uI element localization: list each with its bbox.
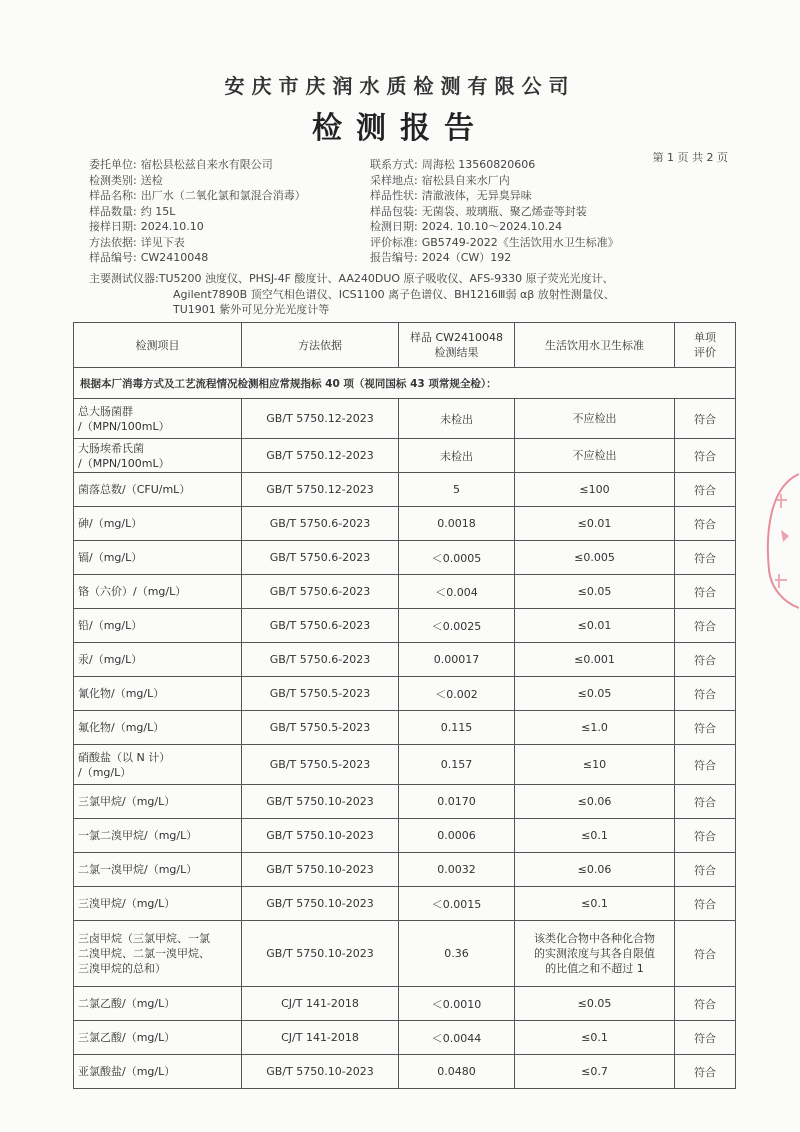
item-cell: 三溴甲烷/（mg/L） [74, 887, 242, 921]
info-right-row [370, 188, 730, 204]
standard-cell: ≤0.01 [515, 507, 675, 541]
method-cell: GB/T 5750.10-2023 [242, 887, 399, 921]
method-cell: GB/T 5750.12-2023 [242, 439, 399, 473]
info-right-label: 采样地点: [370, 173, 418, 187]
info-right-label: 样品性状: [370, 189, 418, 202]
info-left-row [89, 219, 359, 235]
result-cell: 未检出 [399, 439, 515, 473]
header-result-line1: 样品 CW2410048 [409, 331, 504, 344]
item-cell: 二氯一溴甲烷/（mg/L） [74, 853, 242, 887]
evaluation-cell: 符合 [675, 399, 736, 439]
info-right-value: GB5749-2022《生活饮用水卫生标准》 [421, 235, 619, 249]
instruments-line-1: TU5200 浊度仪、PHSJ-4F 酸度计、AA240DUO 原子吸收仪、AFS-9330 原子荧光光度计、 [158, 272, 614, 285]
method-cell: CJ/T 141-2018 [242, 987, 399, 1021]
info-right-label: 联系方式: [370, 158, 418, 171]
header-eval-line2: 评价 [694, 346, 716, 359]
info-right-label: 报告编号: [370, 251, 418, 264]
info-left-row [89, 157, 359, 173]
method-cell: GB/T 5750.6-2023 [242, 575, 399, 609]
item-cell: 三氯乙酸/（mg/L） [74, 1021, 242, 1055]
info-left-value: CW2410048 [140, 251, 209, 264]
table-row [74, 677, 736, 711]
info-right-row [370, 173, 730, 189]
results-table [73, 322, 736, 1089]
instruments-line-2: Agilent7890B 顶空气相色谱仪、ICS1100 离子色谱仪、BH1216Ⅲ弱 αβ 放射性测量仪、 [173, 287, 615, 301]
info-right-value: 无菌袋、玻璃瓶、聚乙烯壶等封装 [421, 204, 587, 218]
method-cell: GB/T 5750.5-2023 [242, 677, 399, 711]
standard-cell: ≤0.05 [515, 987, 675, 1021]
method-cell: GB/T 5750.10-2023 [242, 819, 399, 853]
result-cell: ＜0.0015 [399, 887, 515, 921]
info-right-row [370, 204, 730, 220]
evaluation-cell: 符合 [675, 677, 736, 711]
seal-stamp-fragment [763, 470, 799, 610]
info-left-row [89, 188, 359, 204]
standard-cell: ≤10 [515, 745, 675, 785]
info-right-value: 清澈液体，无异臭异味 [421, 189, 532, 202]
standard-cell: ≤0.06 [515, 853, 675, 887]
table-row [74, 507, 736, 541]
info-left-value: 约 15L [140, 204, 176, 218]
result-cell: ＜0.0005 [399, 541, 515, 575]
table-row [74, 575, 736, 609]
standard-cell: 不应检出 [515, 399, 675, 439]
item-cell: 总大肠菌群 /（MPN/100mL） [74, 399, 242, 439]
info-left-label: 样品数量: [89, 204, 137, 218]
table-header-row [74, 323, 736, 368]
method-cell: GB/T 5750.6-2023 [242, 541, 399, 575]
table-row [74, 1021, 736, 1055]
item-cell: 铬（六价）/（mg/L） [74, 575, 242, 609]
method-cell: GB/T 5750.10-2023 [242, 853, 399, 887]
table-row [74, 541, 736, 575]
company-name: 安庆市庆润水质检测有限公司 [224, 74, 576, 98]
info-right-row [370, 157, 730, 173]
evaluation-cell: 符合 [675, 507, 736, 541]
item-cell: 镉/（mg/L） [74, 541, 242, 575]
info-left-row [89, 235, 359, 251]
item-cell: 汞/（mg/L） [74, 643, 242, 677]
standard-cell: ≤0.1 [515, 1021, 675, 1055]
item-cell: 亚氯酸盐/（mg/L） [74, 1055, 242, 1089]
evaluation-cell: 符合 [675, 609, 736, 643]
item-cell: 硝酸盐（以 N 计） /（mg/L） [74, 745, 242, 785]
method-cell: GB/T 5750.10-2023 [242, 785, 399, 819]
evaluation-cell: 符合 [675, 887, 736, 921]
result-cell: 0.00017 [399, 643, 515, 677]
evaluation-cell: 符合 [675, 745, 736, 785]
result-cell: ＜0.0044 [399, 1021, 515, 1055]
standard-cell: ≤0.1 [515, 887, 675, 921]
table-row [74, 643, 736, 677]
table-row [74, 887, 736, 921]
method-cell: GB/T 5750.6-2023 [242, 609, 399, 643]
instruments-line-3: TU1901 紫外可见分光光度计等 [173, 303, 330, 316]
result-cell: 0.0032 [399, 853, 515, 887]
table-row [74, 609, 736, 643]
standard-cell: ≤0.001 [515, 643, 675, 677]
page-number: 第 1 页 共 2 页 [652, 151, 728, 164]
evaluation-cell: 符合 [675, 785, 736, 819]
result-cell: ＜0.004 [399, 575, 515, 609]
header-method: 方法依据 [242, 323, 399, 368]
evaluation-cell: 符合 [675, 921, 736, 987]
item-cell: 二氯乙酸/（mg/L） [74, 987, 242, 1021]
evaluation-cell: 符合 [675, 1021, 736, 1055]
header-result [399, 323, 515, 368]
evaluation-cell: 符合 [675, 1055, 736, 1089]
info-left-value: 2024.10.10 [140, 220, 204, 233]
result-cell: ＜0.002 [399, 677, 515, 711]
header-eval [675, 323, 736, 368]
method-cell: GB/T 5750.5-2023 [242, 711, 399, 745]
standard-cell: ≤100 [515, 473, 675, 507]
standard-cell: ≤0.06 [515, 785, 675, 819]
standard-cell: ≤0.05 [515, 575, 675, 609]
item-cell: 砷/（mg/L） [74, 507, 242, 541]
standard-cell: ≤1.0 [515, 711, 675, 745]
standard-cell: ≤0.7 [515, 1055, 675, 1089]
info-right-label: 样品包装: [370, 204, 418, 218]
method-cell: GB/T 5750.10-2023 [242, 921, 399, 987]
table-row [74, 819, 736, 853]
info-left-label: 样品名称: [89, 189, 137, 202]
table-row [74, 745, 736, 785]
result-cell: 未检出 [399, 399, 515, 439]
method-cell: GB/T 5750.6-2023 [242, 507, 399, 541]
section-row [74, 368, 736, 399]
header-item: 检测项目 [74, 323, 242, 368]
table-row [74, 439, 736, 473]
info-left-value: 宿松县松兹自来水有限公司 [140, 158, 273, 171]
item-cell: 铅/（mg/L） [74, 609, 242, 643]
item-cell: 三氯甲烷/（mg/L） [74, 785, 242, 819]
info-left-value: 送检 [140, 173, 163, 187]
result-cell: 0.36 [399, 921, 515, 987]
evaluation-cell: 符合 [675, 439, 736, 473]
report-title: 检测报告 [312, 111, 488, 146]
evaluation-cell: 符合 [675, 575, 736, 609]
item-cell: 三卤甲烷（三氯甲烷、一氯 二溴甲烷、二氯一溴甲烷、 三溴甲烷的总和） [74, 921, 242, 987]
evaluation-cell: 符合 [675, 643, 736, 677]
method-cell: GB/T 5750.12-2023 [242, 473, 399, 507]
method-cell: GB/T 5750.5-2023 [242, 745, 399, 785]
info-right-value: 宿松县自来水厂内 [421, 173, 510, 187]
result-cell: 0.115 [399, 711, 515, 745]
table-row [74, 987, 736, 1021]
item-cell: 一氯二溴甲烷/（mg/L） [74, 819, 242, 853]
evaluation-cell: 符合 [675, 541, 736, 575]
info-left-value: 详见下表 [140, 235, 185, 249]
table-row [74, 785, 736, 819]
header-eval-line1: 单项 [694, 331, 716, 344]
table-row [74, 473, 736, 507]
result-cell: 0.0018 [399, 507, 515, 541]
result-cell: 0.0006 [399, 819, 515, 853]
standard-cell: ≤0.005 [515, 541, 675, 575]
table-row [74, 853, 736, 887]
evaluation-cell: 符合 [675, 819, 736, 853]
info-left-value: 出厂水（二氧化氯和氯混合消毒） [140, 189, 306, 202]
info-left-row [89, 250, 359, 266]
result-cell: 5 [399, 473, 515, 507]
header-result-line2: 检测结果 [434, 346, 479, 359]
info-left-label: 委托单位: [89, 158, 137, 171]
header-standard: 生活饮用水卫生标准 [515, 323, 675, 368]
standard-cell: 不应检出 [515, 439, 675, 473]
table-row [74, 1055, 736, 1089]
standard-cell: ≤0.01 [515, 609, 675, 643]
standard-cell: ≤0.1 [515, 819, 675, 853]
item-cell: 菌落总数/（CFU/mL） [74, 473, 242, 507]
result-cell: 0.0480 [399, 1055, 515, 1089]
method-cell: CJ/T 141-2018 [242, 1021, 399, 1055]
item-cell: 氰化物/（mg/L） [74, 677, 242, 711]
evaluation-cell: 符合 [675, 853, 736, 887]
info-left-label: 接样日期: [89, 220, 137, 233]
info-left-row [89, 204, 359, 220]
item-cell: 大肠埃希氏菌 /（MPN/100mL） [74, 439, 242, 473]
info-right-value: 2024. 10.10～2024.10.24 [421, 220, 563, 233]
standard-cell: 该类化合物中各种化合物 的实测浓度与其各自限值 的比值之和不超过 1 [515, 921, 675, 987]
evaluation-cell: 符合 [675, 711, 736, 745]
info-right-block [370, 157, 730, 266]
table-row [74, 921, 736, 987]
item-cell: 氟化物/（mg/L） [74, 711, 242, 745]
info-right-value: 2024（CW）192 [421, 251, 512, 264]
result-cell: ＜0.0025 [399, 609, 515, 643]
instruments-block [89, 271, 749, 318]
info-right-row [370, 219, 730, 235]
evaluation-cell: 符合 [675, 987, 736, 1021]
method-cell: GB/T 5750.10-2023 [242, 1055, 399, 1089]
result-cell: ＜0.0010 [399, 987, 515, 1021]
table-row [74, 711, 736, 745]
info-right-value: 周海松 13560820606 [421, 158, 536, 171]
info-right-row [370, 235, 730, 251]
info-left-row [89, 173, 359, 189]
info-right-label: 评价标准: [370, 235, 418, 249]
info-left-label: 检测类别: [89, 173, 137, 187]
evaluation-cell: 符合 [675, 473, 736, 507]
info-left-block [89, 157, 359, 266]
result-cell: 0.157 [399, 745, 515, 785]
section-title: 根据本厂消毒方式及工艺流程情况检测相应常规指标 40 项（视同国标 43 项常规全检）： [74, 368, 736, 399]
method-cell: GB/T 5750.12-2023 [242, 399, 399, 439]
method-cell: GB/T 5750.6-2023 [242, 643, 399, 677]
info-right-label: 检测日期: [370, 220, 418, 233]
info-left-label: 方法依据: [89, 235, 137, 249]
info-right-row [370, 250, 730, 266]
instruments-label: 主要测试仪器: [89, 272, 159, 285]
standard-cell: ≤0.05 [515, 677, 675, 711]
table-row [74, 399, 736, 439]
info-left-label: 样品编号: [89, 251, 137, 264]
result-cell: 0.0170 [399, 785, 515, 819]
